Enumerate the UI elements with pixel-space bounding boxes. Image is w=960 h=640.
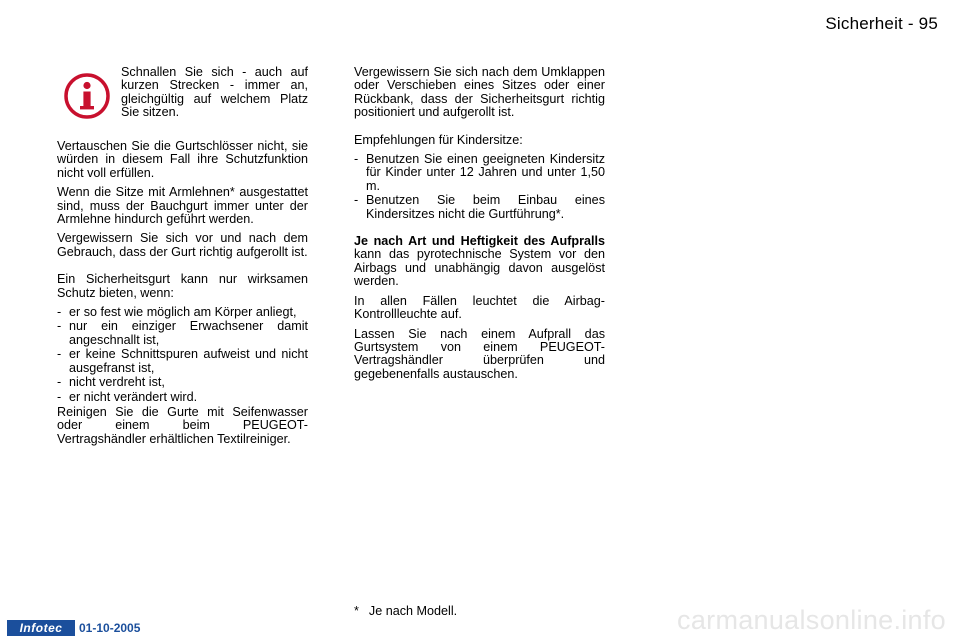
- footnote-marker: *: [354, 604, 359, 618]
- bold-lead: Je nach Art und Heftigkeit des Aufpralls: [354, 234, 605, 249]
- paragraph: Empfehlungen für Kindersitze:: [354, 132, 523, 147]
- footnote-text: Je nach Modell.: [368, 604, 458, 618]
- left-column: [57, 140, 308, 452]
- paragraph: Vertauschen Sie die Gurtschlösser nicht, sie würden in diesem Fall ihre Schutzfunktion nicht voll erfüllen.: [57, 139, 308, 180]
- recommendation-list: [354, 153, 605, 221]
- footnote: [354, 604, 457, 618]
- list-item: - nicht verdreht ist,: [57, 376, 308, 389]
- paragraph-rest: kann das pyrotechnische System vor den Airbags und unabhängig davon ausgelöst werden.: [354, 247, 605, 289]
- condition-list: [57, 306, 308, 404]
- list-item: - er nicht verändert wird.: [57, 391, 308, 404]
- paragraph: In allen Fällen leuchtet die Airbag-Kontrollleuchte auf.: [354, 293, 605, 322]
- list-item: - er keine Schnittspuren aufweist und nicht ausgefranst ist,: [57, 348, 308, 375]
- list-item: - Benutzen Sie einen geeigneten Kindersitz für Kinder unter 12 Jahren und unter 1,50 m.: [354, 153, 605, 193]
- paragraph: Vergewissern Sie sich vor und nach dem Gebrauch, dass der Gurt richtig aufgerollt ist.: [57, 231, 308, 259]
- print-date: 01-10-2005: [79, 621, 141, 635]
- list-item: - nur ein einziger Erwachsener damit angeschnallt ist,: [57, 320, 308, 347]
- list-item: - Benutzen Sie beim Einbau eines Kindersitzes nicht die Gurtführung*.: [354, 194, 605, 221]
- watermark: carmanualsonline.info: [677, 605, 946, 635]
- paragraph: Ein Sicherheitsgurt kann nur wirksamen Schutz bieten, wenn:: [57, 272, 308, 300]
- paragraph: Lassen Sie nach einem Aufprall das Gurtsystem von einem PEUGEOT-Vertragshändler überprüfen und gegebenenfalls austauschen.: [354, 326, 605, 381]
- info-text: Schnallen Sie sich - auch auf kurzen Strecken - immer an, gleichgültig auf welchem Platz Sie sitzen.: [121, 65, 308, 120]
- infotec-badge: Infotec: [7, 620, 75, 636]
- paragraph: Reinigen Sie die Gurte mit Seifenwasser oder einem beim PEUGEOT-Vertragshändler erhältlichen Textilreiniger.: [57, 404, 308, 446]
- list-item: - er so fest wie möglich am Körper anliegt,: [57, 306, 308, 319]
- info-note: [57, 66, 308, 126]
- paragraph: Vergewissern Sie sich nach dem Umklappen oder Verschieben eines Sitzes oder einer Rückbank, dass der Sicherheitsgurt richtig positioniert und aufgerollt ist.: [354, 65, 605, 120]
- info-icon: [63, 72, 111, 120]
- paragraph: Wenn die Sitze mit Armlehnen* ausgestattet sind, muss der Bauchgurt immer unter der Armlehne hindurch geführt werden.: [57, 185, 308, 227]
- right-column: [354, 66, 605, 387]
- page-title: Sicherheit - 95: [825, 14, 938, 33]
- paragraph: [354, 235, 605, 289]
